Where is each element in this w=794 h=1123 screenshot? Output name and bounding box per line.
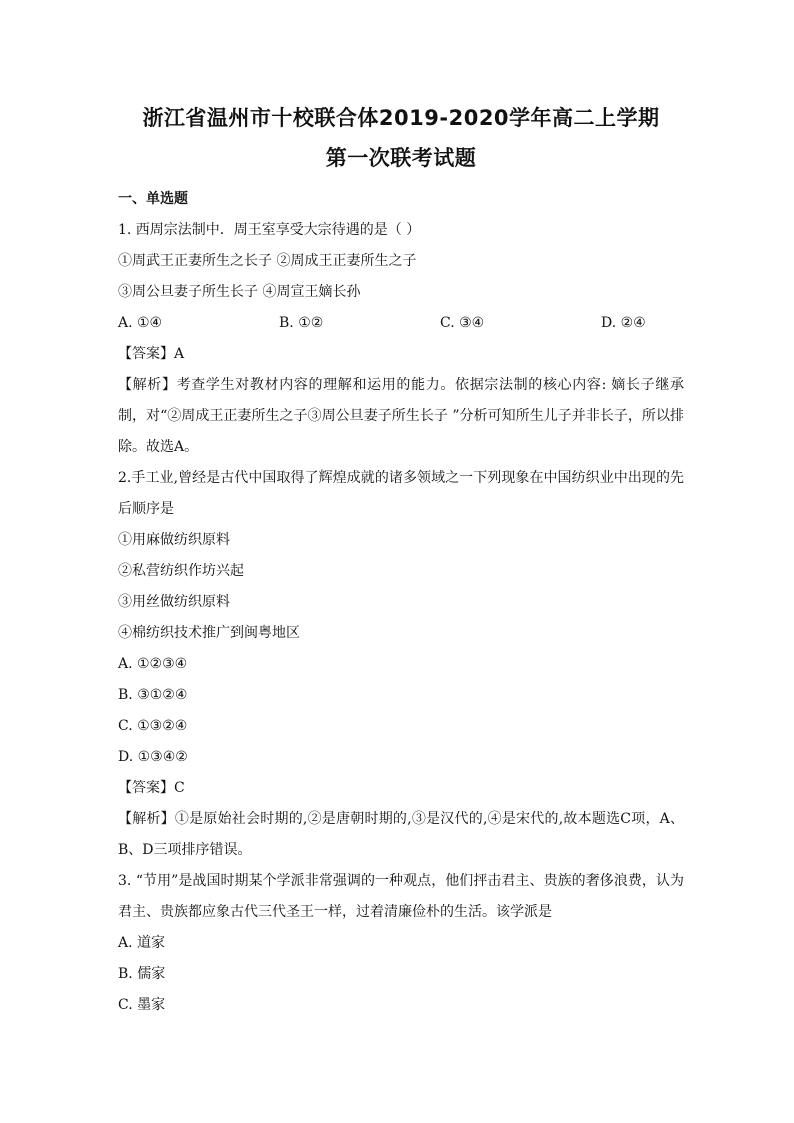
question-2 [118, 463, 684, 866]
question-item: ①用麻做纺织原料 [118, 532, 230, 548]
section-heading: 一、单选题 [118, 191, 188, 207]
analysis-line [118, 804, 684, 866]
option-a: A. ①④ [118, 315, 163, 331]
answer-value: A [174, 346, 185, 362]
question-item: ③用丝做纺织原料 [118, 594, 230, 610]
question-1 [118, 215, 684, 463]
question-stem: 2.手工业,曾经是古代中国取得了辉煌成就的诸多领域之一下列现象在中国纺织业中出现的先后顺序是 [118, 470, 684, 517]
answer-tag: 【答案】 [118, 780, 174, 796]
question-stem: 1. 西周宗法制中．周王室享受大宗待遇的是（ ） [118, 222, 421, 238]
option-b: B. ③①②④ [118, 687, 188, 703]
question-item: ③周公旦妻子所生长子 ④周宣王嫡长孙 [118, 284, 361, 300]
analysis-tag: 【解析】 [118, 377, 177, 393]
option-b: B. ①② [279, 315, 324, 331]
option-d: D. ②④ [601, 315, 646, 331]
options-row [118, 308, 684, 339]
analysis-line [118, 370, 684, 463]
document-title: 浙江省温州市十校联合体2019-2020学年高二上学期 [142, 106, 660, 130]
question-item: ②私营纺织作坊兴起 [118, 563, 244, 579]
answer-tag: 【答案】 [118, 346, 174, 362]
option-a: A. 道家 [118, 935, 166, 951]
analysis-text: 考查学生对教材内容的理解和运用的能力。依据宗法制的核心内容: 嫡长子继承制，对“②周成王正妻所生之子③周公旦妻子所生长子 ”分析可知所生儿子并非长子，所以排除。故选A。 [118, 377, 685, 455]
document-subtitle: 第一次联考试题 [325, 146, 477, 170]
option-b: B. 儒家 [118, 966, 166, 982]
option-d: D. ①③④② [118, 749, 188, 765]
option-a: A. ①②③④ [118, 656, 188, 672]
option-c: C. ①③②④ [118, 718, 188, 734]
answer-line [118, 339, 684, 370]
question-3 [118, 866, 684, 1021]
analysis-text: ①是原始社会时期的,②是唐朝时期的,③是汉代的,④是宋代的,故本题选C项，A、B、D三项排序错误。 [118, 811, 685, 858]
question-item: ①周武王正妻所生之长子 ②周成王正妻所生之子 [118, 253, 417, 269]
analysis-tag: 【解析】 [118, 811, 175, 827]
answer-value: C [174, 780, 185, 796]
question-item: ④棉纺织技术推广到闽粤地区 [118, 625, 300, 641]
answer-line [118, 773, 684, 804]
question-stem: 3. “节用”是战国时期某个学派非常强调的一种观点，他们抨击君主、贵族的奢侈浪费，认为君主、贵族都应象古代三代圣王一样，过着清廉俭朴的生活。该学派是 [118, 873, 684, 920]
option-c: C. ③④ [440, 315, 485, 331]
option-c: C. 墨家 [118, 997, 166, 1013]
